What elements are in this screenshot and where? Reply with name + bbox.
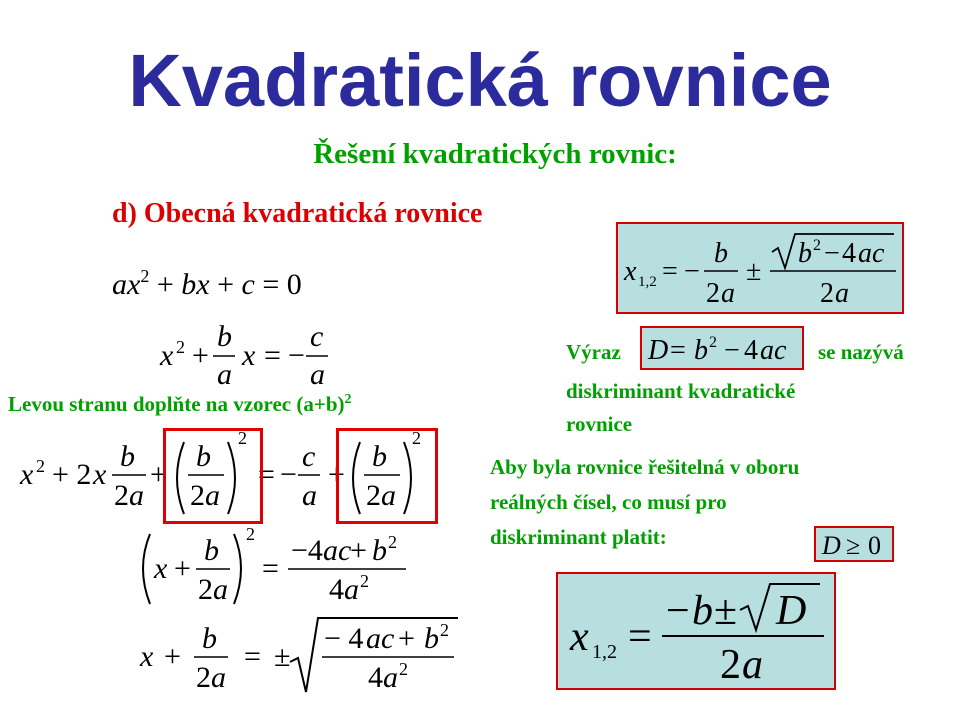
svg-text:b: b — [120, 440, 135, 473]
svg-text:4: 4 — [329, 573, 344, 606]
svg-text:2: 2 — [399, 659, 408, 679]
equation-square-root — [140, 614, 470, 704]
svg-text:2: 2 — [388, 532, 397, 552]
svg-text:2: 2 — [176, 337, 185, 357]
svg-text:=: = — [670, 335, 686, 366]
highlight-frame-left — [163, 428, 263, 524]
svg-text:b: b — [372, 440, 387, 473]
svg-text:−: − — [288, 339, 305, 372]
equation-divided-by-a — [160, 322, 360, 392]
svg-text:=: = — [244, 640, 261, 673]
svg-text:b: b — [196, 440, 211, 473]
section-heading: d) Obecná kvadratická rovnice — [112, 198, 483, 229]
svg-text:4: 4 — [368, 661, 383, 694]
svg-text:2: 2 — [196, 661, 211, 694]
svg-text:a: a — [213, 573, 228, 606]
svg-text:b: b — [692, 588, 713, 634]
svg-text:ax2 + bx + c = 0: $ax^2$ + bx + c = 0 — [112, 266, 302, 301]
svg-text:=: = — [262, 552, 279, 585]
svg-text:x: x — [624, 256, 637, 287]
svg-text:a: a — [835, 278, 849, 309]
svg-text:c: c — [302, 440, 316, 473]
svg-text:+: + — [174, 552, 191, 585]
svg-text:±: ± — [274, 640, 291, 673]
svg-text:b: b — [798, 238, 812, 269]
svg-text:a: a — [344, 573, 359, 606]
svg-text:ac: ac — [858, 238, 885, 269]
svg-text:2: 2 — [36, 456, 45, 476]
svg-text:−: − — [824, 238, 840, 269]
svg-text:±: ± — [746, 256, 762, 287]
svg-text:2: 2 — [114, 479, 129, 512]
svg-text:2: 2 — [190, 479, 205, 512]
svg-text:ac: ac — [366, 622, 395, 655]
svg-text:+: + — [164, 640, 181, 673]
svg-text:2: 2 — [440, 620, 449, 640]
final-formula-box — [556, 572, 836, 690]
svg-text:D: D — [648, 335, 669, 366]
svg-text:+ 2: + 2 — [52, 458, 92, 491]
quadratic-formula-box — [616, 222, 904, 314]
svg-text:0: 0 — [868, 531, 881, 560]
svg-text:D: D — [822, 531, 841, 560]
svg-text:D: D — [776, 588, 807, 634]
svg-text:2: 2 — [198, 573, 213, 606]
svg-text:a: a — [302, 479, 317, 512]
svg-text:x: x — [20, 458, 34, 491]
svg-text:a: a — [211, 661, 226, 694]
svg-text:2: 2 — [360, 571, 369, 591]
condition-paragraph: Aby byla rovnice řešitelná v oboru reálných čísel, co musí pro diskriminant platit: — [490, 455, 800, 549]
svg-text:+: + — [350, 534, 367, 567]
svg-text:2: 2 — [706, 278, 720, 309]
highlight-frame-right — [336, 428, 438, 524]
svg-text:−: − — [280, 458, 297, 491]
svg-text:a: a — [310, 358, 325, 391]
svg-text:b: b — [714, 238, 728, 269]
svg-text:1,2: 1,2 — [638, 274, 657, 290]
svg-text:ac: ac — [760, 335, 787, 366]
svg-text:c: c — [310, 320, 324, 353]
equation-general-form — [112, 262, 312, 302]
svg-text:b: b — [372, 534, 387, 567]
discriminant-label: Výraz — [566, 340, 621, 364]
svg-text:=: = — [258, 458, 275, 491]
svg-text:b: b — [204, 534, 219, 567]
svg-text:±: ± — [714, 588, 738, 634]
svg-text:a: a — [383, 661, 398, 694]
svg-text:2: 2 — [709, 334, 717, 351]
svg-text:2: 2 — [820, 278, 834, 309]
svg-text:≥: ≥ — [846, 531, 861, 560]
svg-text:4: 4 — [744, 335, 758, 366]
svg-text:x: x — [140, 640, 154, 673]
svg-text:b: b — [202, 622, 217, 655]
svg-text:−: − — [666, 588, 690, 634]
svg-text:+: + — [192, 339, 209, 372]
svg-text:a: a — [381, 479, 396, 512]
svg-text:2: 2 — [813, 237, 821, 254]
svg-text:−4: −4 — [291, 534, 323, 567]
discriminant-suffix: se nazývá — [818, 340, 904, 364]
svg-text:4: 4 — [842, 238, 856, 269]
svg-text:2: 2 — [238, 428, 247, 448]
svg-text:x: x — [160, 339, 174, 372]
svg-text:=: = — [264, 339, 281, 372]
equation-square-form — [136, 524, 426, 610]
svg-text:a: a — [217, 358, 232, 391]
svg-text:b: b — [694, 335, 708, 366]
svg-text:x: x — [154, 552, 168, 585]
discriminant-definition-box — [640, 326, 804, 370]
svg-text:+: + — [150, 458, 167, 491]
svg-text:=: = — [628, 614, 652, 660]
hint-complete-square: Levou stranu doplňte na vzorec $(a+b)^2$ — [8, 392, 352, 416]
svg-text:2: 2 — [246, 524, 255, 544]
svg-text:b: b — [424, 622, 439, 655]
discriminant-condition-box — [814, 526, 894, 562]
svg-text:ac: ac — [323, 534, 352, 567]
slide-title: Kvadratická rovnice — [128, 39, 832, 122]
svg-text:+: + — [398, 622, 415, 655]
svg-text:2: 2 — [366, 479, 381, 512]
svg-text:2: 2 — [720, 642, 741, 688]
svg-text:=: = — [662, 256, 678, 287]
svg-text:a: a — [129, 479, 144, 512]
svg-text:x: x — [242, 339, 256, 372]
discriminant-description: diskriminant kvadratické rovnice — [566, 379, 796, 436]
svg-text:x: x — [93, 458, 107, 491]
svg-text:−: − — [724, 335, 740, 366]
svg-text:a: a — [205, 479, 220, 512]
svg-text:− 4: − 4 — [324, 622, 364, 655]
svg-text:b: b — [217, 320, 232, 353]
svg-text:a: a — [742, 642, 763, 688]
svg-text:a: a — [721, 278, 735, 309]
svg-text:2: 2 — [412, 428, 421, 448]
svg-text:−: − — [684, 256, 700, 287]
slide-subtitle: Řešení kvadratických rovnic: — [313, 138, 677, 170]
svg-text:1,2: 1,2 — [592, 641, 617, 663]
svg-text:+: + — [328, 458, 345, 491]
svg-text:x: x — [570, 614, 589, 660]
